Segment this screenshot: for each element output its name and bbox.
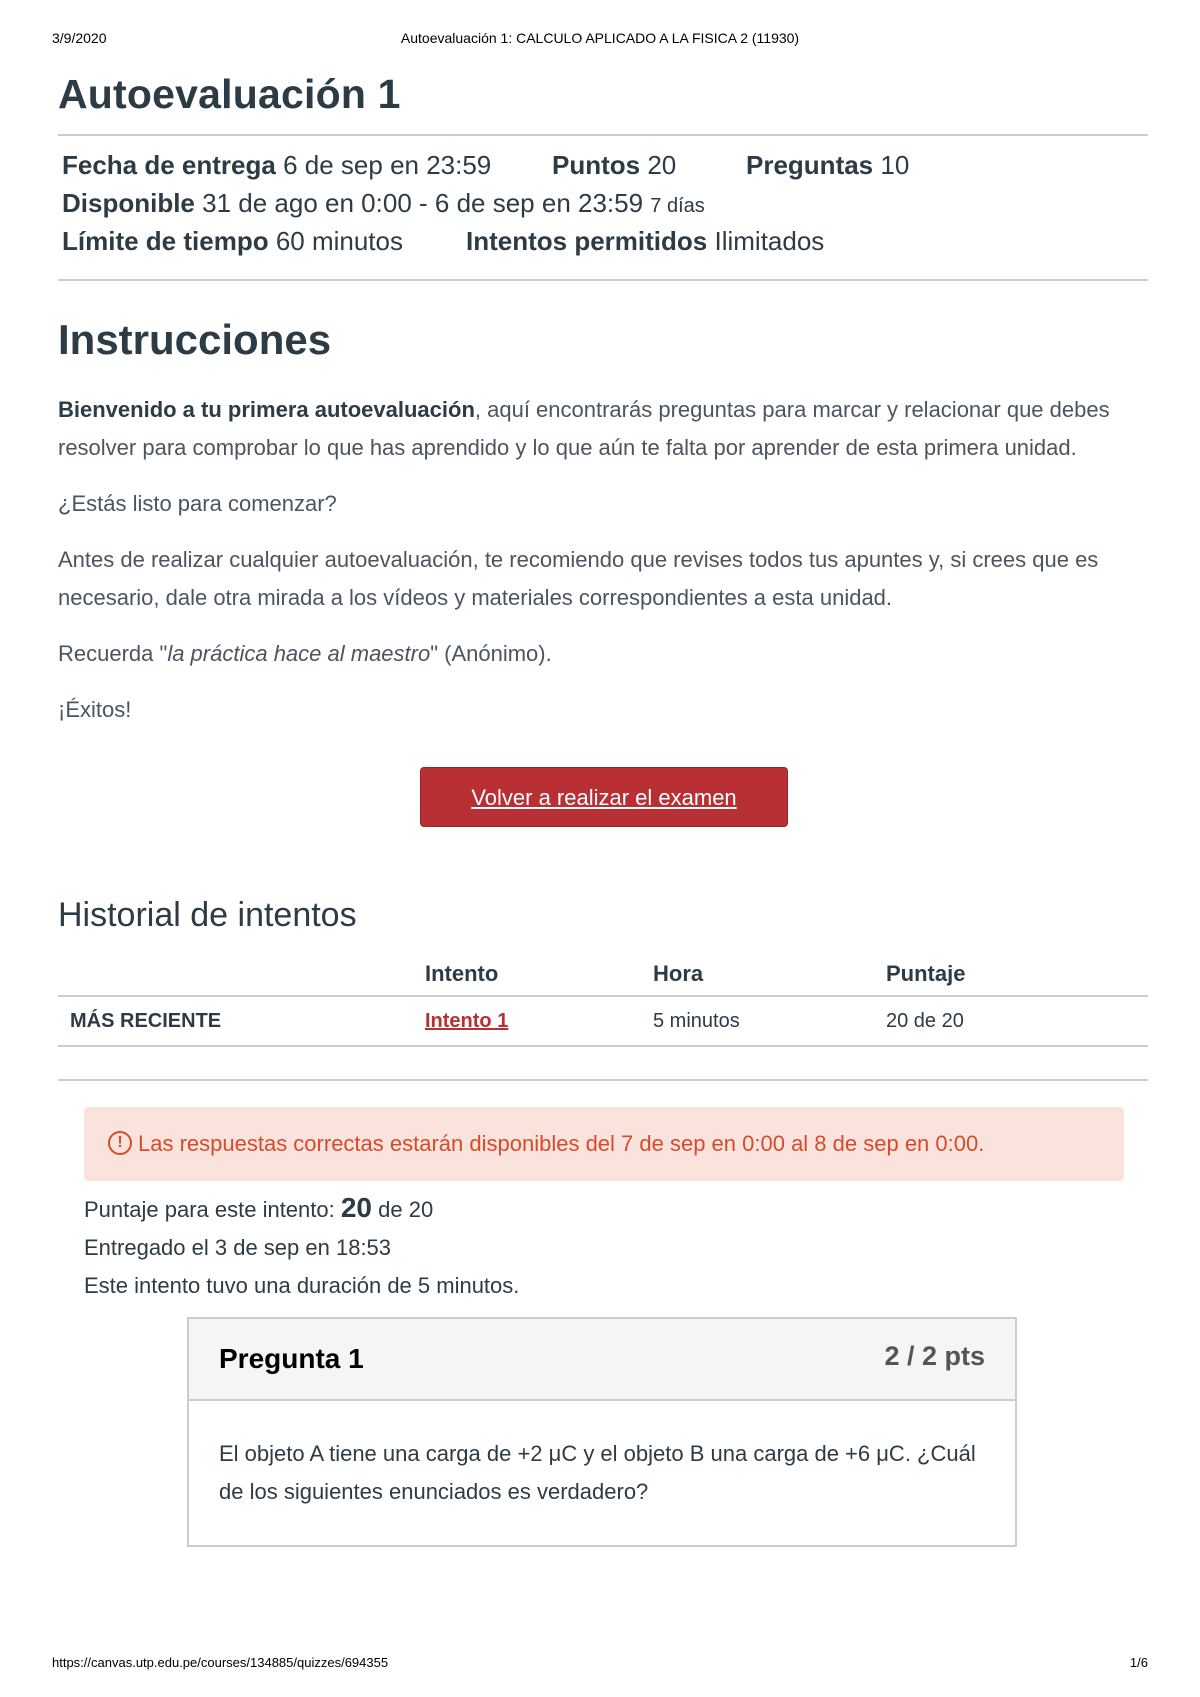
instructions-body bbox=[58, 391, 1138, 729]
page-number: 1/6 bbox=[1129, 1655, 1148, 1670]
quote-pre: Recuerda " bbox=[58, 641, 168, 666]
question-card bbox=[187, 1317, 1017, 1547]
availability-label: Disponible bbox=[62, 188, 195, 218]
attempt-time: 5 minutos bbox=[641, 996, 874, 1046]
divider bbox=[58, 1079, 1148, 1081]
print-footer bbox=[0, 1655, 1200, 1675]
question-points: 2 / 2 pts bbox=[884, 1341, 985, 1371]
attempt-history-table bbox=[58, 953, 1148, 1047]
attempt-link[interactable]: Intento 1 bbox=[425, 1009, 509, 1032]
availability-days: 7 días bbox=[650, 195, 705, 217]
notice-text: Las respuestas correctas estarán disponibles del 7 de sep en 0:00 al 8 de sep en 0:00. bbox=[138, 1131, 985, 1156]
questions-label: Preguntas bbox=[746, 150, 874, 180]
divider bbox=[58, 279, 1148, 281]
attempt-status: MÁS RECIENTE bbox=[58, 996, 413, 1046]
attempt-score-line bbox=[84, 1189, 1148, 1229]
retake-quiz-button[interactable]: Volver a realizar el examen bbox=[420, 767, 788, 827]
ready-question: ¿Estás listo para comenzar? bbox=[58, 491, 337, 516]
points-field bbox=[552, 150, 676, 181]
good-luck: ¡Éxitos! bbox=[58, 697, 132, 722]
duration-line: Este intento tuvo una duración de 5 minutos. bbox=[84, 1273, 520, 1298]
attempt-score: 20 de 20 bbox=[874, 996, 1148, 1046]
column-header-status bbox=[58, 953, 413, 996]
page-title: Autoevaluación 1 bbox=[58, 71, 401, 117]
table-row bbox=[58, 996, 1148, 1046]
attempts-allowed-value: Ilimitados bbox=[714, 226, 825, 256]
question-title: Pregunta 1 bbox=[219, 1343, 364, 1374]
review-advice: Antes de realizar cualquier autoevaluación, te recomiendo que revises todos tus apuntes y, si crees que es necesario, dale otra mirada a los vídeos y materiales correspondientes a esta unidad. bbox=[58, 547, 1099, 610]
question-text: El objeto A tiene una carga de +2 μC y el objeto B una carga de +6 μC. ¿Cuál de los siguientes enunciados es verdadero? bbox=[219, 1441, 976, 1504]
availability-value: 31 de ago en 0:00 - 6 de sep en 23:59 bbox=[202, 188, 644, 218]
questions-field bbox=[746, 150, 909, 181]
print-date: 3/9/2020 bbox=[52, 30, 107, 46]
availability-field bbox=[62, 188, 705, 219]
quote-post: " (Anónimo). bbox=[430, 641, 552, 666]
score-label: Puntaje para este intento: bbox=[84, 1197, 335, 1222]
time-limit-field bbox=[62, 226, 403, 257]
quote-italic: la práctica hace al maestro bbox=[167, 641, 431, 666]
warning-icon: ! bbox=[108, 1131, 132, 1155]
column-header-score: Puntaje bbox=[874, 953, 1148, 996]
attempt-summary bbox=[84, 1189, 1148, 1305]
quiz-details bbox=[58, 136, 1148, 279]
attempt-history-heading: Historial de intentos bbox=[58, 896, 357, 934]
due-date-field bbox=[62, 150, 491, 181]
question-header bbox=[189, 1319, 1015, 1401]
welcome-text: , aquí encontrarás preguntas para marcar y relacionar que debes resolver para comprobar lo que has aprendido y lo que aún te falta por aprender de esta primera unidad. bbox=[58, 397, 1110, 460]
submitted-line: Entregado el 3 de sep en 18:53 bbox=[84, 1235, 392, 1260]
attempts-allowed-label: Intentos permitidos bbox=[466, 226, 708, 256]
time-limit-label: Límite de tiempo bbox=[62, 226, 269, 256]
due-date-label: Fecha de entrega bbox=[62, 150, 276, 180]
attempt-cell bbox=[413, 996, 641, 1046]
retake-area bbox=[58, 767, 1148, 827]
column-header-attempt: Intento bbox=[413, 953, 641, 996]
quote-paragraph bbox=[58, 635, 1138, 673]
due-date-value: 6 de sep en 23:59 bbox=[283, 150, 492, 180]
points-value: 20 bbox=[647, 150, 677, 180]
quiz-content bbox=[58, 64, 1148, 1547]
time-limit-value: 60 minutos bbox=[275, 226, 403, 256]
print-doc-title: Autoevaluación 1: CALCULO APLICADO A LA FISICA 2 (11930) bbox=[400, 30, 800, 46]
score-total: de 20 bbox=[378, 1197, 434, 1222]
score-value: 20 bbox=[340, 1192, 373, 1223]
instructions-paragraph bbox=[58, 391, 1138, 467]
points-label: Puntos bbox=[552, 150, 641, 180]
column-header-time: Hora bbox=[641, 953, 874, 996]
instructions-heading: Instrucciones bbox=[58, 316, 332, 363]
attempts-allowed-field bbox=[466, 226, 824, 257]
table-header-row bbox=[58, 953, 1148, 996]
answers-availability-notice bbox=[84, 1107, 1124, 1181]
welcome-bold: Bienvenido a tu primera autoevaluación bbox=[58, 397, 475, 422]
questions-value: 10 bbox=[880, 150, 910, 180]
print-url: https://canvas.utp.edu.pe/courses/134885/quizzes/694355 bbox=[52, 1655, 389, 1670]
print-header bbox=[0, 30, 1200, 50]
